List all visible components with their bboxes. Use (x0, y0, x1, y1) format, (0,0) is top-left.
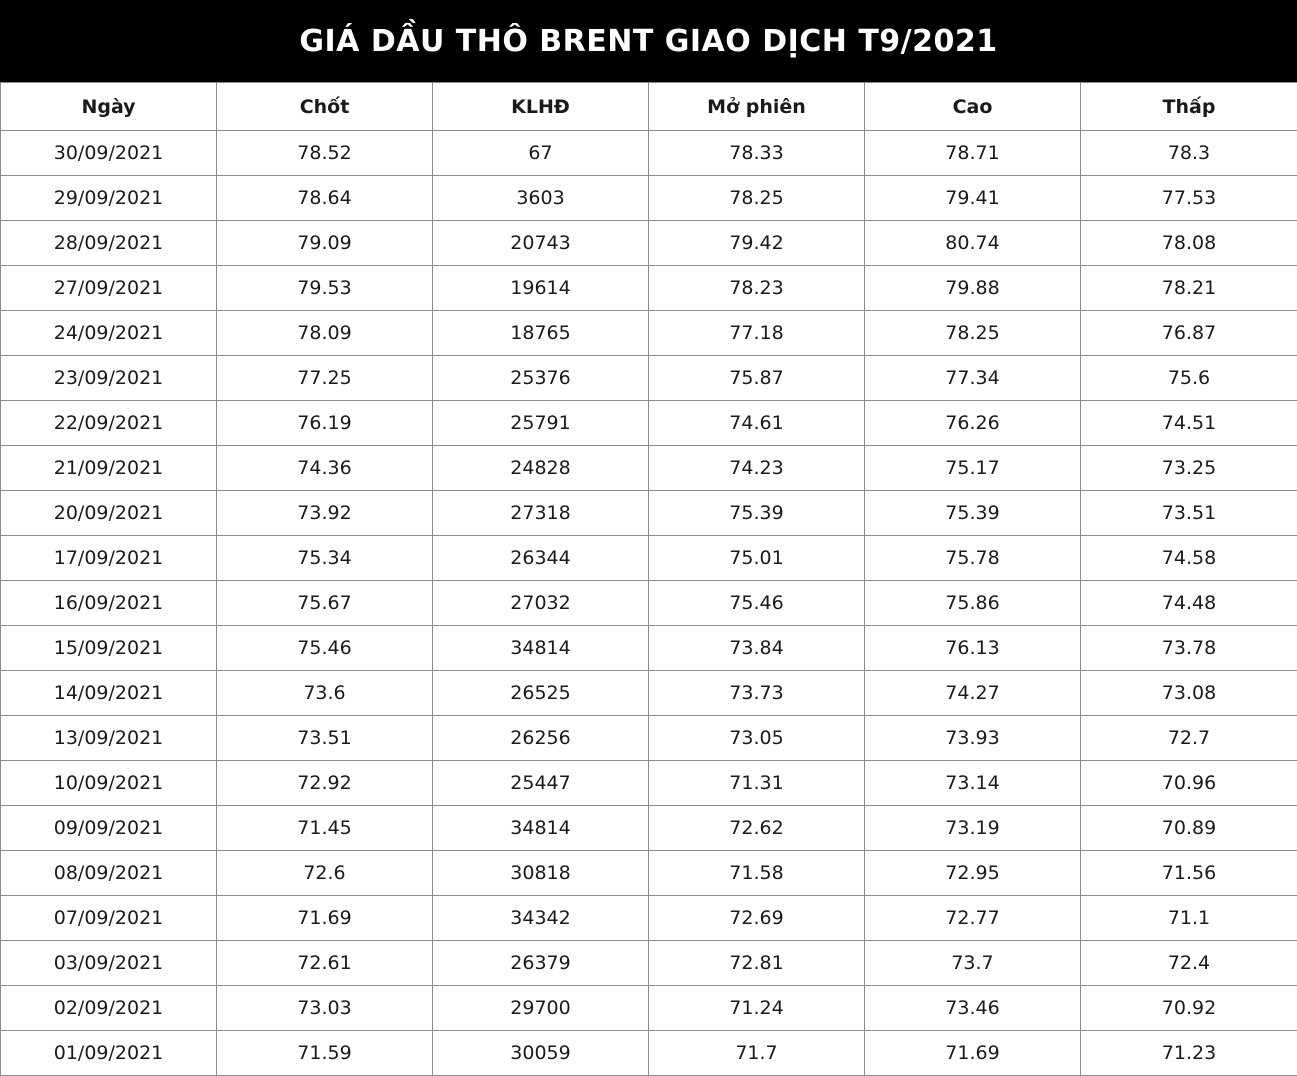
low-cell: 73.51 (1081, 491, 1297, 536)
date-cell: 13/09/2021 (1, 716, 217, 761)
table-body (1, 131, 1297, 1076)
low-cell: 73.78 (1081, 626, 1297, 671)
date-cell: 01/09/2021 (1, 1031, 217, 1076)
high-cell: 75.86 (865, 581, 1081, 626)
date-cell: 21/09/2021 (1, 446, 217, 491)
open-cell: 75.46 (649, 581, 865, 626)
open-cell: 79.42 (649, 221, 865, 266)
table-row (1, 176, 1297, 221)
date-cell: 24/09/2021 (1, 311, 217, 356)
table-row (1, 131, 1297, 176)
table-row (1, 311, 1297, 356)
close-cell: 77.25 (217, 356, 433, 401)
low-cell: 74.51 (1081, 401, 1297, 446)
header-row (1, 83, 1297, 131)
low-cell: 72.4 (1081, 941, 1297, 986)
close-cell: 74.36 (217, 446, 433, 491)
open-cell: 71.24 (649, 986, 865, 1031)
close-cell: 75.34 (217, 536, 433, 581)
open-cell: 72.81 (649, 941, 865, 986)
date-cell: 27/09/2021 (1, 266, 217, 311)
close-cell: 71.59 (217, 1031, 433, 1076)
column-header-date: Ngày (1, 83, 217, 131)
table-row (1, 806, 1297, 851)
low-cell: 77.53 (1081, 176, 1297, 221)
table-row (1, 221, 1297, 266)
high-cell: 72.77 (865, 896, 1081, 941)
high-cell: 79.88 (865, 266, 1081, 311)
low-cell: 70.89 (1081, 806, 1297, 851)
volume-cell: 67 (433, 131, 649, 176)
high-cell: 79.41 (865, 176, 1081, 221)
table-row (1, 896, 1297, 941)
open-cell: 78.25 (649, 176, 865, 221)
low-cell: 75.6 (1081, 356, 1297, 401)
volume-cell: 25791 (433, 401, 649, 446)
low-cell: 78.08 (1081, 221, 1297, 266)
high-cell: 77.34 (865, 356, 1081, 401)
close-cell: 71.69 (217, 896, 433, 941)
high-cell: 78.25 (865, 311, 1081, 356)
table-row (1, 266, 1297, 311)
open-cell: 74.23 (649, 446, 865, 491)
close-cell: 78.52 (217, 131, 433, 176)
high-cell: 76.26 (865, 401, 1081, 446)
volume-cell: 26256 (433, 716, 649, 761)
date-cell: 23/09/2021 (1, 356, 217, 401)
volume-cell: 34814 (433, 626, 649, 671)
table-row (1, 761, 1297, 806)
open-cell: 77.18 (649, 311, 865, 356)
volume-cell: 26379 (433, 941, 649, 986)
high-cell: 75.39 (865, 491, 1081, 536)
volume-cell: 20743 (433, 221, 649, 266)
open-cell: 78.33 (649, 131, 865, 176)
low-cell: 71.1 (1081, 896, 1297, 941)
date-cell: 16/09/2021 (1, 581, 217, 626)
table-row (1, 446, 1297, 491)
date-cell: 30/09/2021 (1, 131, 217, 176)
open-cell: 75.01 (649, 536, 865, 581)
open-cell: 75.87 (649, 356, 865, 401)
close-cell: 75.67 (217, 581, 433, 626)
volume-cell: 27032 (433, 581, 649, 626)
high-cell: 76.13 (865, 626, 1081, 671)
volume-cell: 26525 (433, 671, 649, 716)
volume-cell: 25376 (433, 356, 649, 401)
volume-cell: 34814 (433, 806, 649, 851)
high-cell: 72.95 (865, 851, 1081, 896)
open-cell: 73.05 (649, 716, 865, 761)
date-cell: 07/09/2021 (1, 896, 217, 941)
low-cell: 74.58 (1081, 536, 1297, 581)
high-cell: 73.19 (865, 806, 1081, 851)
high-cell: 80.74 (865, 221, 1081, 266)
date-cell: 02/09/2021 (1, 986, 217, 1031)
close-cell: 78.64 (217, 176, 433, 221)
volume-cell: 27318 (433, 491, 649, 536)
low-cell: 78.21 (1081, 266, 1297, 311)
table-row (1, 626, 1297, 671)
table-row (1, 716, 1297, 761)
table-row (1, 1031, 1297, 1076)
date-cell: 09/09/2021 (1, 806, 217, 851)
date-cell: 10/09/2021 (1, 761, 217, 806)
low-cell: 78.3 (1081, 131, 1297, 176)
table-title: GIÁ DẦU THÔ BRENT GIAO DỊCH T9/2021 (299, 23, 998, 59)
volume-cell: 24828 (433, 446, 649, 491)
close-cell: 79.53 (217, 266, 433, 311)
date-cell: 15/09/2021 (1, 626, 217, 671)
close-cell: 73.03 (217, 986, 433, 1031)
low-cell: 72.7 (1081, 716, 1297, 761)
high-cell: 73.7 (865, 941, 1081, 986)
table-row (1, 536, 1297, 581)
price-table (0, 82, 1297, 1076)
column-header-low: Thấp (1081, 83, 1297, 131)
table-row (1, 671, 1297, 716)
low-cell: 70.96 (1081, 761, 1297, 806)
open-cell: 71.31 (649, 761, 865, 806)
open-cell: 72.69 (649, 896, 865, 941)
high-cell: 75.17 (865, 446, 1081, 491)
volume-cell: 3603 (433, 176, 649, 221)
low-cell: 74.48 (1081, 581, 1297, 626)
close-cell: 73.6 (217, 671, 433, 716)
volume-cell: 34342 (433, 896, 649, 941)
volume-cell: 19614 (433, 266, 649, 311)
low-cell: 76.87 (1081, 311, 1297, 356)
high-cell: 73.46 (865, 986, 1081, 1031)
high-cell: 71.69 (865, 1031, 1081, 1076)
high-cell: 73.14 (865, 761, 1081, 806)
date-cell: 03/09/2021 (1, 941, 217, 986)
close-cell: 79.09 (217, 221, 433, 266)
open-cell: 72.62 (649, 806, 865, 851)
open-cell: 73.73 (649, 671, 865, 716)
open-cell: 73.84 (649, 626, 865, 671)
low-cell: 71.56 (1081, 851, 1297, 896)
table-row (1, 401, 1297, 446)
date-cell: 22/09/2021 (1, 401, 217, 446)
close-cell: 78.09 (217, 311, 433, 356)
volume-cell: 30059 (433, 1031, 649, 1076)
close-cell: 76.19 (217, 401, 433, 446)
column-header-volume: KLHĐ (433, 83, 649, 131)
close-cell: 72.92 (217, 761, 433, 806)
table-row (1, 986, 1297, 1031)
low-cell: 73.08 (1081, 671, 1297, 716)
date-cell: 29/09/2021 (1, 176, 217, 221)
date-cell: 20/09/2021 (1, 491, 217, 536)
table-row (1, 581, 1297, 626)
open-cell: 78.23 (649, 266, 865, 311)
low-cell: 71.23 (1081, 1031, 1297, 1076)
column-header-open: Mở phiên (649, 83, 865, 131)
table-row (1, 851, 1297, 896)
close-cell: 72.6 (217, 851, 433, 896)
high-cell: 74.27 (865, 671, 1081, 716)
close-cell: 72.61 (217, 941, 433, 986)
close-cell: 73.51 (217, 716, 433, 761)
volume-cell: 18765 (433, 311, 649, 356)
date-cell: 17/09/2021 (1, 536, 217, 581)
low-cell: 70.92 (1081, 986, 1297, 1031)
title-bar (0, 0, 1297, 82)
open-cell: 74.61 (649, 401, 865, 446)
volume-cell: 30818 (433, 851, 649, 896)
close-cell: 75.46 (217, 626, 433, 671)
open-cell: 71.7 (649, 1031, 865, 1076)
close-cell: 73.92 (217, 491, 433, 536)
column-header-close: Chốt (217, 83, 433, 131)
column-header-high: Cao (865, 83, 1081, 131)
open-cell: 71.58 (649, 851, 865, 896)
low-cell: 73.25 (1081, 446, 1297, 491)
date-cell: 28/09/2021 (1, 221, 217, 266)
volume-cell: 26344 (433, 536, 649, 581)
close-cell: 71.45 (217, 806, 433, 851)
volume-cell: 25447 (433, 761, 649, 806)
date-cell: 14/09/2021 (1, 671, 217, 716)
high-cell: 73.93 (865, 716, 1081, 761)
volume-cell: 29700 (433, 986, 649, 1031)
open-cell: 75.39 (649, 491, 865, 536)
table-row (1, 356, 1297, 401)
high-cell: 78.71 (865, 131, 1081, 176)
high-cell: 75.78 (865, 536, 1081, 581)
table-row (1, 941, 1297, 986)
date-cell: 08/09/2021 (1, 851, 217, 896)
table-row (1, 491, 1297, 536)
